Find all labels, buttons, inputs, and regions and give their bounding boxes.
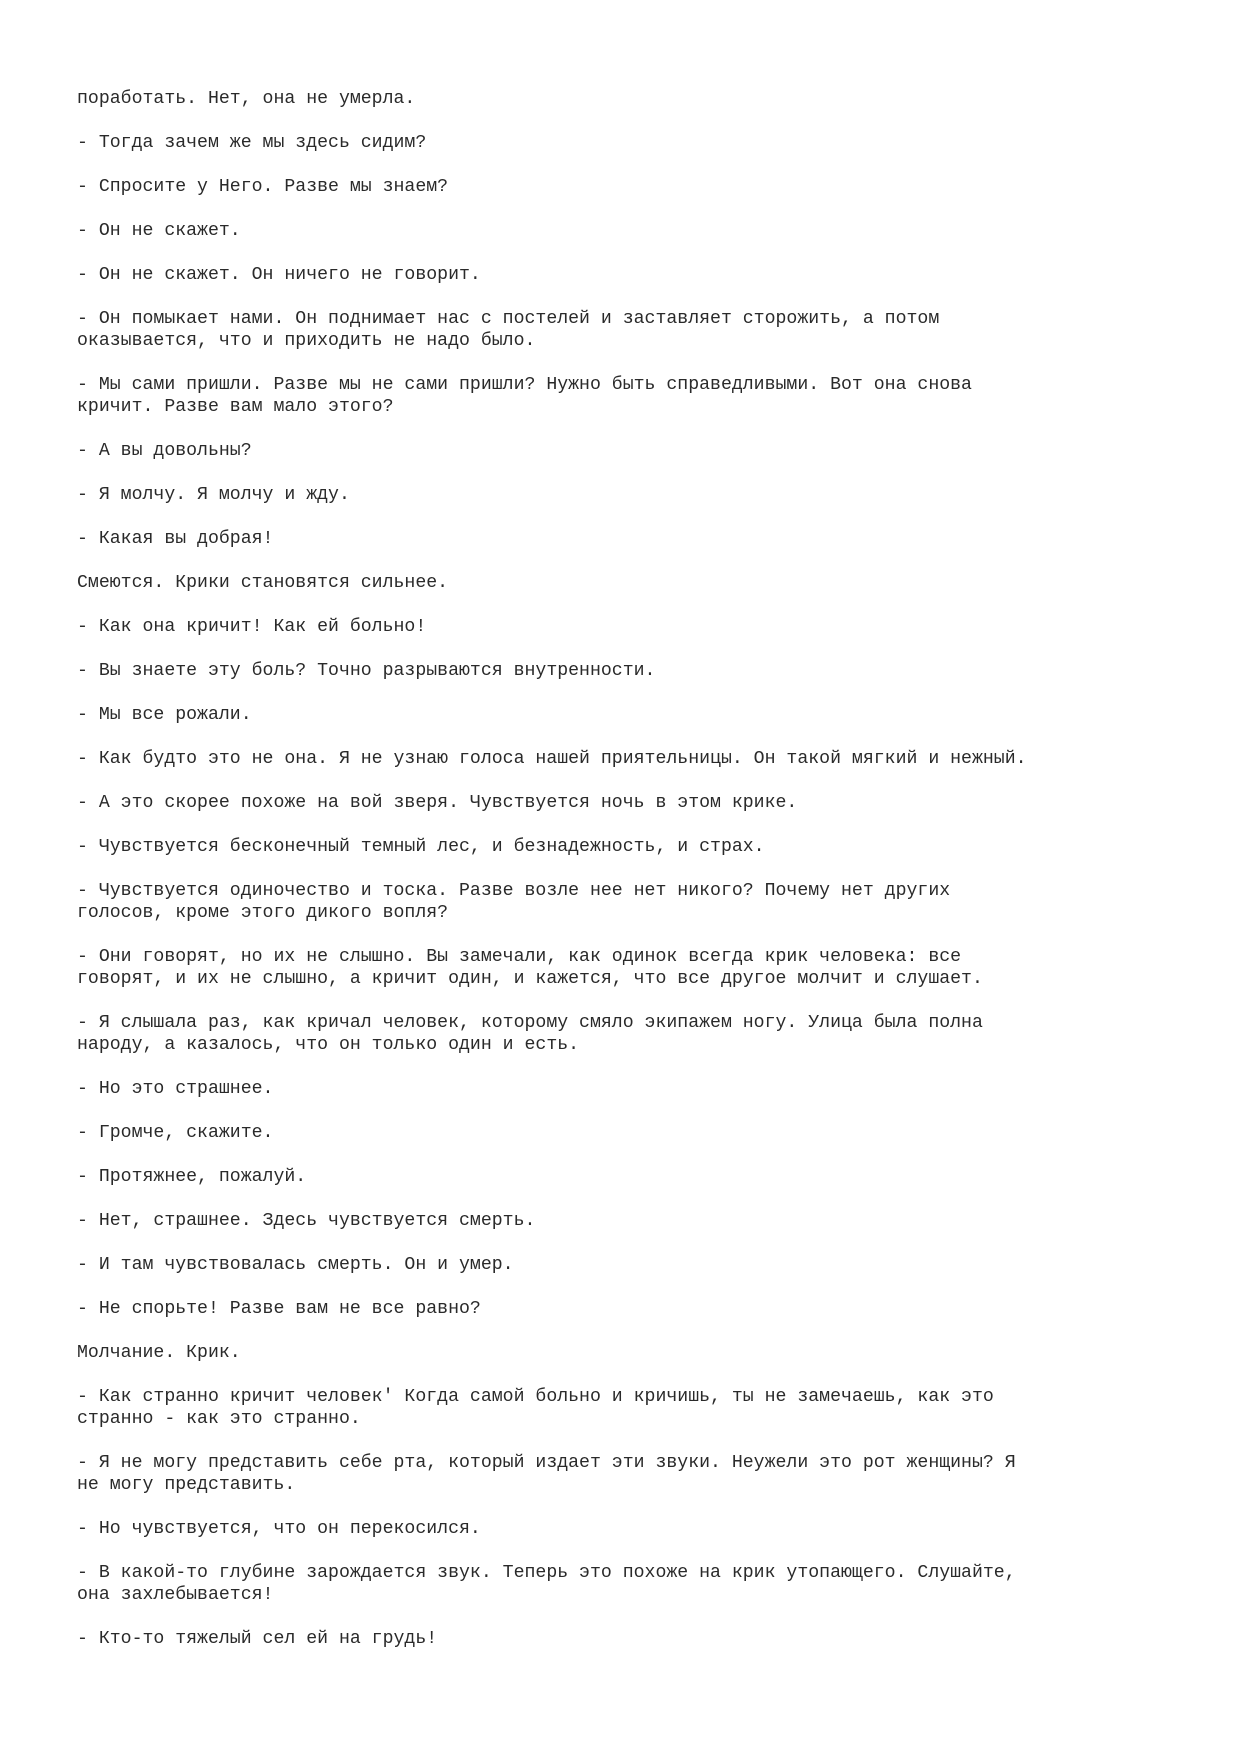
paragraph: - Спросите у Него. Разве мы знаем?: [77, 177, 449, 197]
paragraph: - Какая вы добрая!: [77, 529, 274, 549]
paragraph: - А вы довольны?: [77, 441, 252, 461]
paragraph: - Чувствуется одиночество и тоска. Разве возле нее нет никого? Почему нет других голосов, кроме этого дикого вопля?: [77, 881, 951, 923]
paragraph: - Кто-то тяжелый сел ей на грудь!: [77, 1629, 438, 1649]
paragraph: - Тогда зачем же мы здесь сидим?: [77, 133, 427, 153]
paragraph: - Он помыкает нами. Он поднимает нас с постелей и заставляет сторожить, а потом оказывается, что и приходить не надо было.: [77, 309, 940, 351]
paragraph: - Как странно кричит человек' Когда самой больно и кричишь, ты не замечаешь, как это странно - как это странно.: [77, 1387, 994, 1429]
paragraph: - Я слышала раз, как кричал человек, которому смяло экипажем ногу. Улица была полна народу, а казалось, что он только один и есть.: [77, 1013, 983, 1055]
paragraph: поработать. Нет, она не умерла.: [77, 89, 416, 109]
document-body: [77, 88, 1197, 1672]
paragraph: - Они говорят, но их не слышно. Вы замечали, как одинок всегда крик человека: все говорят, и их не слышно, а кричит один, и кажется, что все другое молчит и слушает.: [77, 947, 983, 989]
paragraph: - Вы знаете эту боль? Точно разрываются внутренности.: [77, 661, 656, 681]
paragraph: - В какой-то глубине зарождается звук. Теперь это похоже на крик утопающего. Слушайте, она захлебывается!: [77, 1563, 1016, 1605]
paragraph: - Не спорьте! Разве вам не все равно?: [77, 1299, 481, 1319]
paragraph: - Он не скажет.: [77, 221, 241, 241]
paragraph: - Как она кричит! Как ей больно!: [77, 617, 427, 637]
paragraph: - Но чувствуется, что он перекосился.: [77, 1519, 481, 1539]
paragraph: - Громче, скажите.: [77, 1123, 274, 1143]
paragraph: - Я не могу представить себе рта, который издает эти звуки. Неужели это рот женщины? Я не могу представить.: [77, 1453, 1016, 1495]
paragraph: - Он не скажет. Он ничего не говорит.: [77, 265, 481, 285]
paragraph: - Нет, страшнее. Здесь чувствуется смерть.: [77, 1211, 536, 1231]
paragraph: - Но это страшнее.: [77, 1079, 274, 1099]
paragraph: - Чувствуется бесконечный темный лес, и безнадежность, и страх.: [77, 837, 765, 857]
paragraph: - Как будто это не она. Я не узнаю голоса нашей приятельницы. Он такой мягкий и нежный.: [77, 749, 1027, 769]
stage-direction: Смеются. Крики становятся сильнее.: [77, 573, 449, 593]
paragraph: - Протяжнее, пожалуй.: [77, 1167, 307, 1187]
stage-direction: Молчание. Крик.: [77, 1343, 241, 1363]
paragraph: - И там чувствовалась смерть. Он и умер.: [77, 1255, 514, 1275]
paragraph: - А это скорее похоже на вой зверя. Чувствуется ночь в этом крике.: [77, 793, 798, 813]
paragraph: - Я молчу. Я молчу и жду.: [77, 485, 350, 505]
paragraph: - Мы сами пришли. Разве мы не сами пришли? Нужно быть справедливыми. Вот она снова кричит. Разве вам мало этого?: [77, 375, 972, 417]
paragraph: - Мы все рожали.: [77, 705, 252, 725]
